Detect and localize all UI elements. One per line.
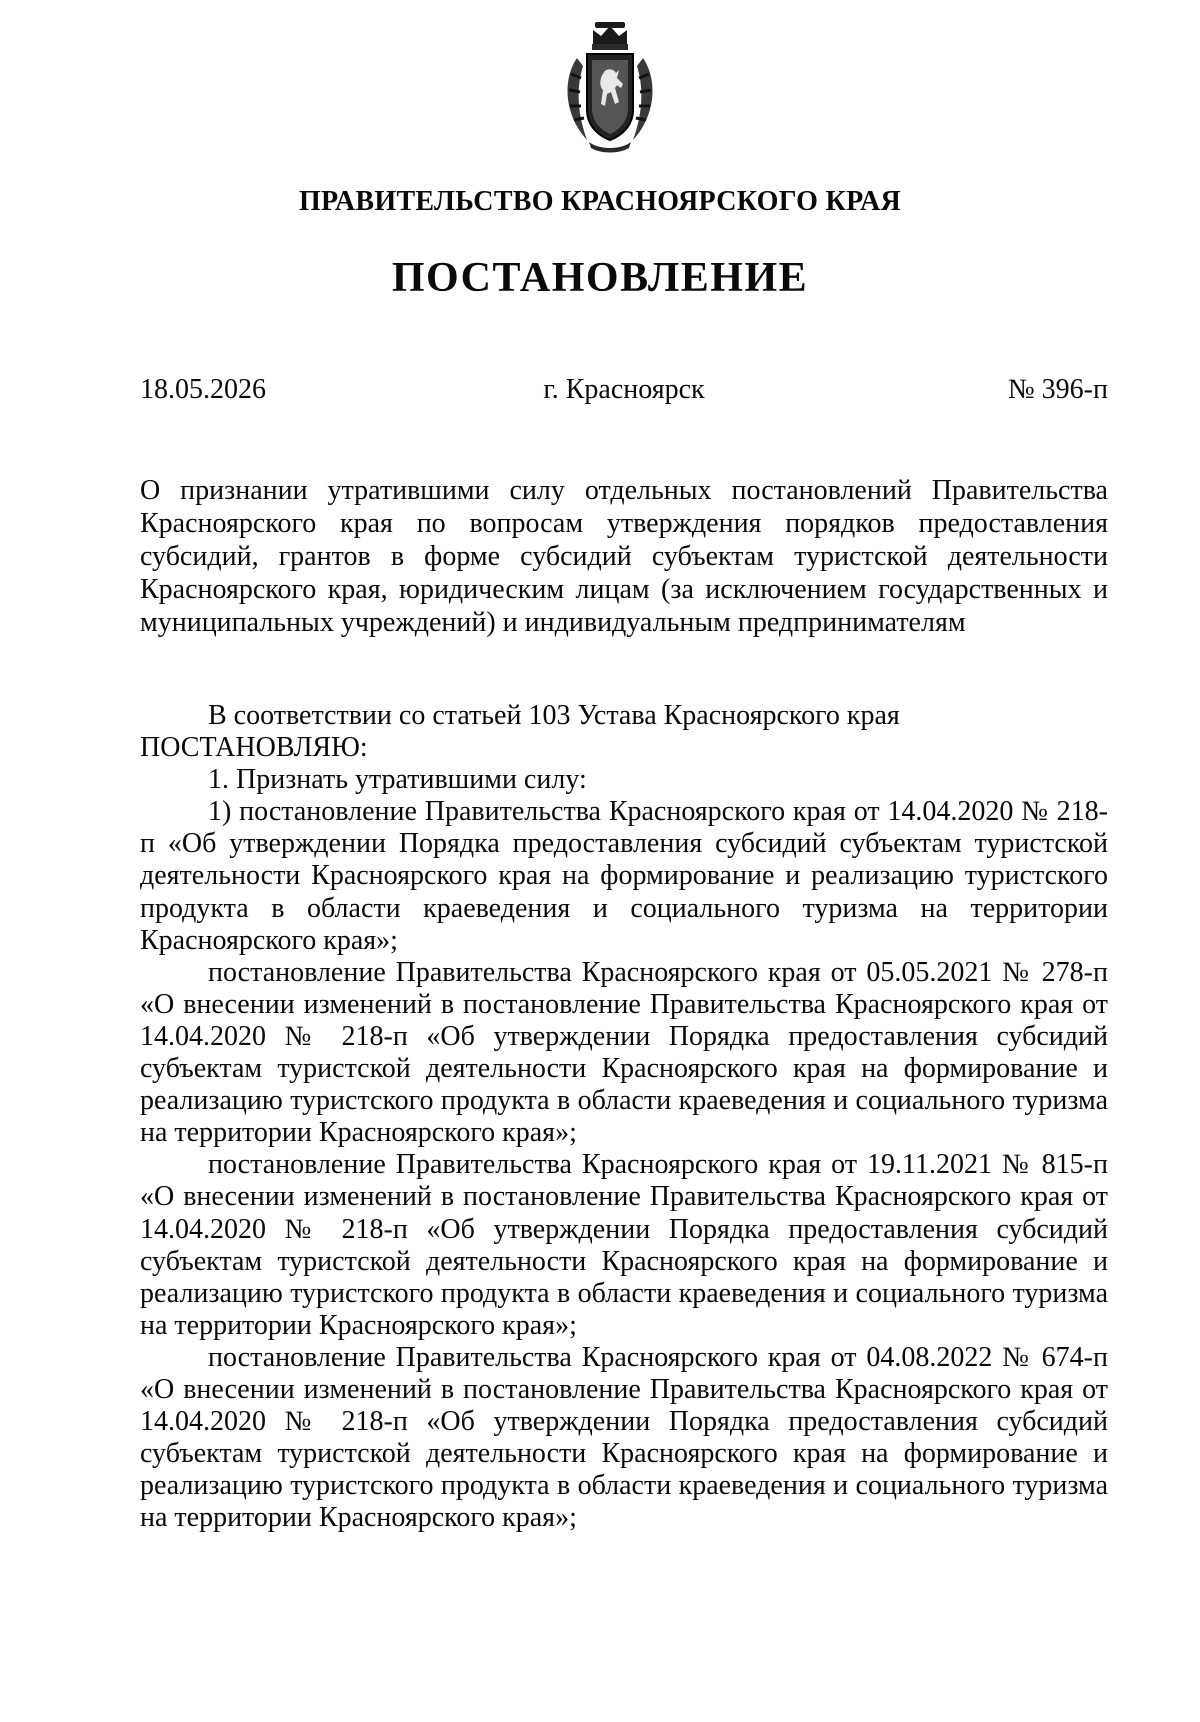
body-paragraph: постановление Правительства Красноярского края от 05.05.2021 № 278-п «О внесении изменений в постановление Правительства Красноярского края от 14.04.2020 № 218-п «Об утверждении Порядка предоставления субсидий субъектам туристской деятельности Красноярского края на формирование и реализацию туристского продукта в области краеведения и социального туризма на территории Красноярского края»; xyxy=(140,956,1108,1149)
coat-of-arms-icon xyxy=(559,18,661,158)
government-title: ПРАВИТЕЛЬСТВО КРАСНОЯРСКОГО КРАЯ xyxy=(298,186,902,217)
body-paragraph: постановление Правительства Красноярского края от 04.08.2022 № 674-п «О внесении изменений в постановление Правительства Красноярского края от 14.04.2020 № 218-п «Об утверждении Порядка предоставления субсидий субъектам туристской деятельности Красноярского края на формирование и реализацию туристского продукта в области краеведения и социального туризма на территории Красноярского края»; xyxy=(140,1341,1108,1534)
document-number: № 396-п xyxy=(1007,374,1108,405)
body-paragraph: постановление Правительства Красноярского края от 19.11.2021 № 815-п «О внесении изменений в постановление Правительства Красноярского края от 14.04.2020 № 218-п «Об утверждении Порядка предоставления субсидий субъектам туристской деятельности Красноярского края на формирование и реализацию туристского продукта в области краеведения и социального туризма на территории Красноярского края»; xyxy=(140,1149,1108,1341)
document-subject: О признании утратившими силу отдельных постановлений Правительства Красноярского края по вопросам утверждения порядков предоставления субсидий, грантов в форме субсидий субъектам туристской деятельности Красноярского края, юридическим лицам (за исключением государственных и муниципальных учреждений) и индивидуальным предпринимателям xyxy=(140,475,1108,638)
document-date: 18.05.2026 xyxy=(140,374,266,405)
preamble-paragraph: В соответствии со статьей 103 Устава Красноярского края xyxy=(208,700,900,731)
document-meta-row xyxy=(140,374,1108,414)
document-body xyxy=(140,700,1108,1534)
document-city: г. Красноярск xyxy=(543,374,705,405)
body-paragraph: 1) постановление Правительства Красноярского края от 14.04.2020 № 218-п «Об утверждении Порядка предоставления субсидий субъектам туристской деятельности Красноярского края на формирование и реализацию туристского продукта в области краеведения и социального туризма на территории Красноярского края»; xyxy=(140,796,1108,956)
document-type-title: ПОСТАНОВЛЕНИЕ xyxy=(391,255,809,301)
item-1-heading: 1. Признать утратившими силу: xyxy=(208,764,587,796)
resolve-word: ПОСТАНОВЛЯЮ: xyxy=(140,732,368,764)
